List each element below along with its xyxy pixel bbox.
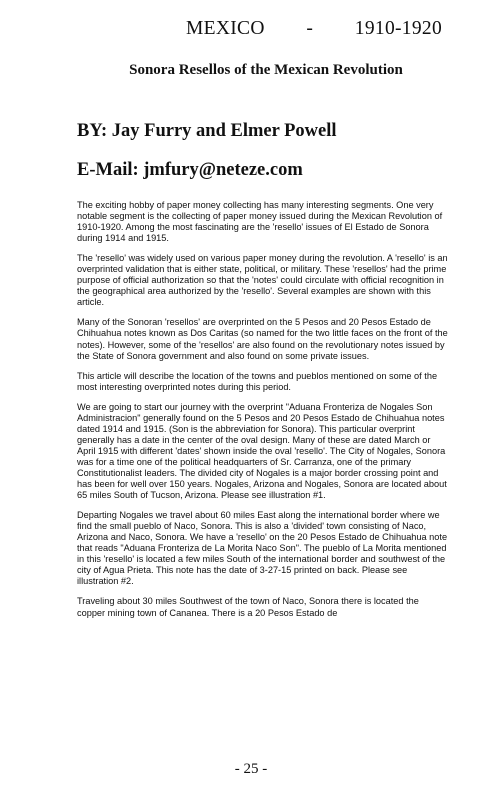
header-years: 1910-1920 xyxy=(354,18,442,39)
page-number: - 25 - xyxy=(234,761,268,777)
paragraph: This article will describe the location of the towns and pueblos mentioned on some of the most interesting overprinted notes during this period. xyxy=(77,370,438,392)
paragraph: The 'resello' was widely used on various paper money during the revolution. A 'resello' is an overprinted validation that is either state, political, or military. These 'resellos' had the prime purpose of official authorization so that the 'notes' could circulate with official recognition in the geographical area authorized by the 'resello'. Several examples are shown with this article. xyxy=(77,253,448,308)
paragraph: We are going to start our journey with the overprint "Aduana Fronteriza de Nogales Son Administracion" generally found on the 5 Pesos and 20 Pesos Estado de Chihuahua notes dated 1914 and 1915. (Son is the abbreviation for Sonora). This particular overprint generally has a date in the center of the oval design. Many of these are dated March or April 1915 with different 'dates' shown inside the oval 'resello'. The City of Nogales, Sonora was for a time one of the political headquarters of Sr. Carranza, one of the primary Constitutionalist leaders. The divided city of Nogales is a major border crossing point and has been for well over 150 years. Nogales, Arizona and Nogales, Sonora are located about 65 miles South of Tucson, Arizona. Please see illustration #1. xyxy=(77,401,447,501)
article-byline: BY: Jay Furry and Elmer Powell xyxy=(77,121,337,141)
header-dash: - xyxy=(306,18,314,39)
page-header xyxy=(186,18,442,40)
author-email: E-Mail: jmfury@neteze.com xyxy=(77,160,303,180)
paragraph: Many of the Sonoran 'resellos' are overprinted on the 5 Pesos and 20 Pesos Estado de Chihuahua notes known as Dos Caritas (so named for the two little faces on the front of the notes). However, some of the 'resellos' are also found on the revolutionary notes issued by the State of Sonora government and also found on some private issues. xyxy=(77,317,448,361)
paragraph: Traveling about 30 miles Southwest of the town of Naco, Sonora there is located the copper mining town of Cananea. There is a 20 Pesos Estado de xyxy=(77,596,419,618)
paragraph: The exciting hobby of paper money collecting has many interesting segments. One very notable segment is the collecting of paper money issued during the Mexican Revolution of 1910-1920. Among the most fascinating are the 'resello' issues of El Estado de Sonora during 1914 and 1915. xyxy=(77,200,443,244)
header-country: MEXICO xyxy=(186,18,265,39)
paragraph: Departing Nogales we travel about 60 miles East along the international border where we find the small pueblo of Naco, Sonora. This is also a 'divided' town consisting of Naco, Arizona and Naco, Sonora. We have a 'resello' on the 20 Pesos Estado de Chihuahua note that reads "Aduana Fronteriza de La Morita Naco Son". The pueblo of La Morita mentioned in this 'resello' is located a few miles South of the international border and southwest of the city of Agua Prieta. This note has the date of 3-27-15 printed on back. Please see illustration #2. xyxy=(77,510,448,587)
article-subtitle: Sonora Resellos of the Mexican Revolution xyxy=(129,62,403,78)
article-body xyxy=(77,200,449,628)
